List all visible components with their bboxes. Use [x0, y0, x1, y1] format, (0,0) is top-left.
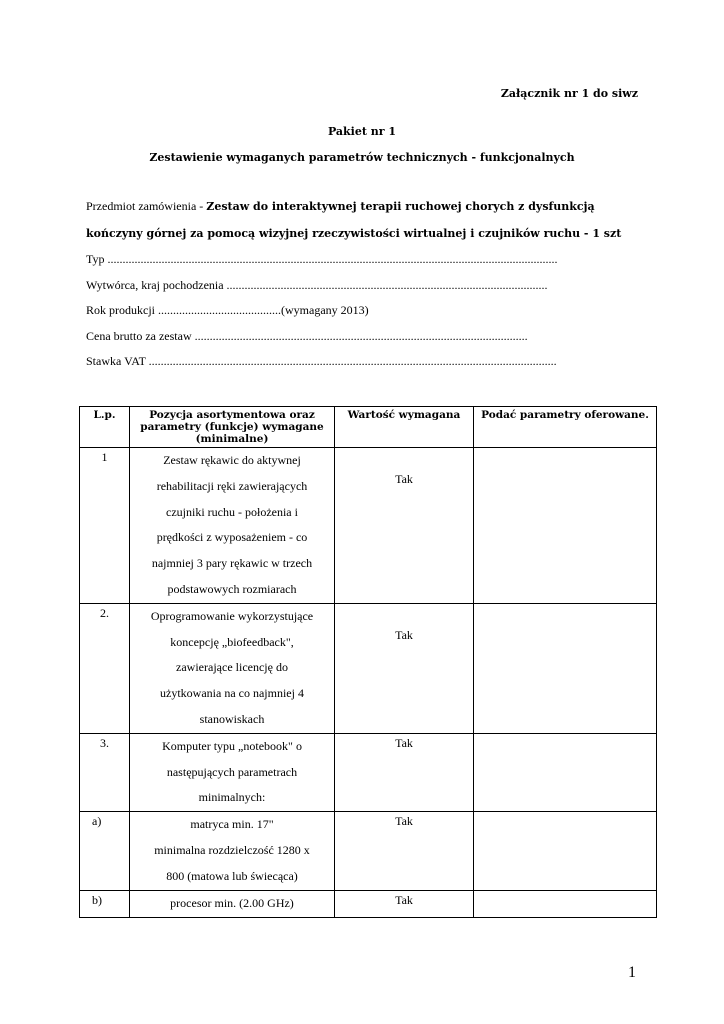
field-vat: Stawka VAT ........................................................................................................................................	[86, 354, 557, 368]
row-offered-value[interactable]	[474, 448, 657, 604]
row-lp: 2.	[80, 603, 130, 733]
row-required-value: Tak	[335, 812, 474, 890]
row-offered-value[interactable]	[474, 603, 657, 733]
table-row	[80, 890, 657, 917]
package-title: Pakiet nr 1	[327, 125, 397, 138]
header-lp: L.p.	[80, 407, 130, 448]
header-position: Pozycja asortymentowa oraz parametry (funkcje) wymagane (minimalne)	[130, 407, 335, 448]
row-lp: 1	[80, 448, 130, 604]
table-row	[80, 448, 657, 604]
row-required-value: Tak	[335, 890, 474, 917]
row-lp: b)	[80, 890, 130, 917]
table-row	[80, 733, 657, 811]
row-position: Oprogramowanie wykorzystujące koncepcję „biofeedback", zawierające licencję do użytkowania na co najmniej 4 stanowiskach	[130, 603, 335, 733]
row-required-value: Tak	[335, 733, 474, 811]
row-offered-value[interactable]	[474, 890, 657, 917]
subject-label: Przedmiot zamówienia -	[86, 199, 207, 213]
row-position: matryca min. 17" minimalna rozdzielczość 1280 x 800 (matowa lub świecąca)	[130, 812, 335, 890]
header-required: Wartość wymagana	[335, 407, 474, 448]
row-position: Zestaw rękawic do aktywnej rehabilitacji ręki zawierających czujniki ruchu - położenia i prędkości z wyposażeniem - co najmniej 3 pary rękawic w trzech podstawowych rozmiarach	[130, 448, 335, 604]
table-row	[80, 812, 657, 890]
field-producer: Wytwórca, kraj pochodzenia ...........................................................................................................	[86, 278, 548, 292]
row-position: procesor min. (2.00 GHz)	[130, 890, 335, 917]
field-year: Rok produkcji .........................................(wymagany 2013)	[86, 303, 369, 317]
page-number: 1	[628, 964, 636, 981]
subject-text-2: kończyny górnej za pomocą wizyjnej rzeczywistości wirtualnej i czujników ruchu - 1 szt	[86, 227, 622, 240]
row-lp: a)	[80, 812, 130, 890]
row-required-value: Tak	[335, 603, 474, 733]
table-header-row	[80, 407, 657, 448]
annex-label: Załącznik nr 1 do siwz	[500, 87, 638, 100]
header-offered: Podać parametry oferowane.	[474, 407, 657, 448]
row-lp: 3.	[80, 733, 130, 811]
parameters-table	[79, 406, 657, 918]
row-offered-value[interactable]	[474, 812, 657, 890]
subject-text-1: Zestaw do interaktywnej terapii ruchowej chorych z dysfunkcją	[206, 200, 595, 213]
subject-line-1	[86, 199, 595, 214]
row-position: Komputer typu „notebook" o następujących parametrach minimalnych:	[130, 733, 335, 811]
document-subtitle: Zestawienie wymaganych parametrów technicznych - funkcjonalnych	[149, 151, 575, 164]
row-required-value: Tak	[335, 448, 474, 604]
table-row	[80, 603, 657, 733]
field-type: Typ ......................................................................................................................................................	[86, 252, 558, 266]
row-offered-value[interactable]	[474, 733, 657, 811]
field-price: Cena brutto za zestaw ...............................................................................................................	[86, 329, 528, 343]
